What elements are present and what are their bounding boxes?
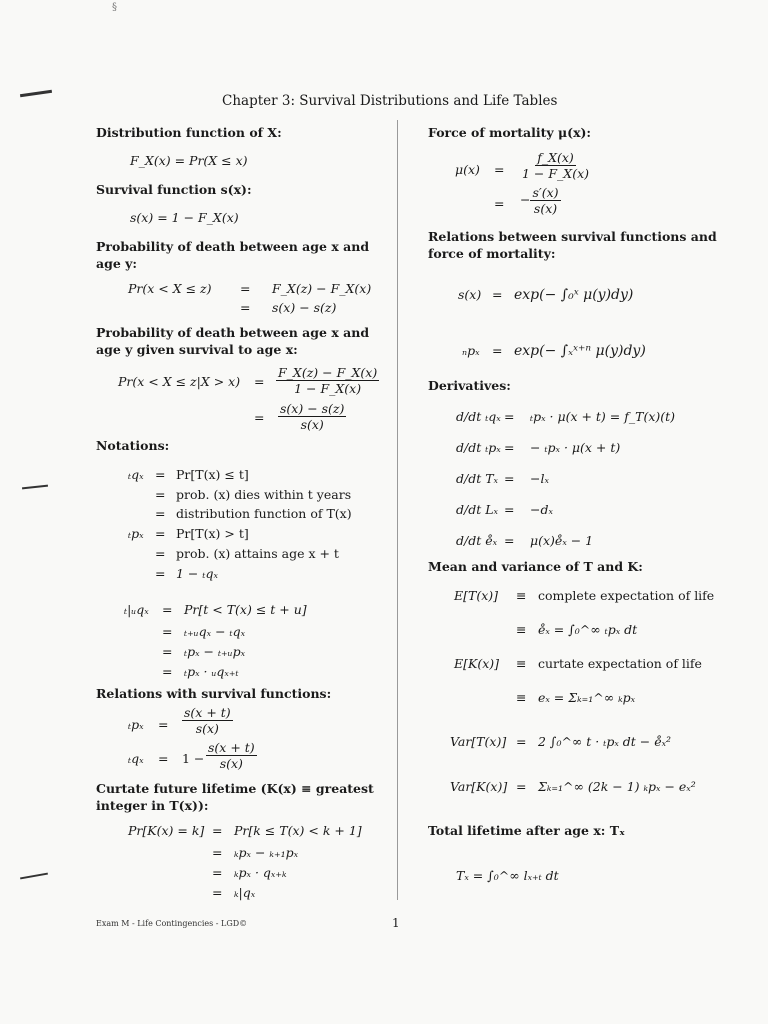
rel-tpx-den: s(x) [195,721,219,736]
force-eq2: = [494,196,505,211]
notation-tqx-eq1: = [155,467,166,482]
notation-tuqx-3: ₜpₓ − ₜ₊ᵤpₓ [184,644,246,659]
d2-eq: = [504,440,515,455]
d3-eq: = [504,471,515,486]
mv5-eq: = [516,734,527,749]
eq-prob-rel2: = [240,300,251,315]
cond-den2: s(x) [300,417,324,432]
rel-tqx-den: s(x) [219,756,243,771]
rel-tqx-num: s(x + t) [208,740,255,755]
rel-tpx-lhs: ₜpₓ [128,717,144,732]
curtate-1: Pr[k ≤ T(x) < k + 1] [234,823,362,838]
mv5-lhs: Var[T(x)] [450,734,507,749]
curtate-lhs: Pr[K(x) = k] [128,823,205,838]
mv1-rhs: complete expectation of life [538,588,715,603]
d1-eq: = [504,409,515,424]
eq-prob-rhs1: F_X(z) − F_X(x) [272,281,372,296]
heading-survival: Survival function s(x): [96,182,252,197]
notation-tqx: ₜqₓ [128,467,144,482]
notation-tuqx-eq4: = [162,664,173,679]
eq-prob-lhs: Pr(x < X ≤ z) [128,281,212,296]
rf1-lhs: s(x) [458,287,482,302]
curtate-3: ₖpₓ · qₓ₊ₖ [234,865,287,880]
rf1-rhs: exp(− ∫₀ˣ μ(y)dy) [514,287,634,303]
cond-den1: 1 − F_X(x) [294,381,362,396]
rel-tqx-eq: = [158,751,169,766]
d5-rhs: μ(x)e̊ₓ − 1 [530,533,594,548]
notation-tuqx-eq3: = [162,644,173,659]
eq-cond-rel1: = [254,374,265,389]
notation-tpx-eq2: = [155,546,166,561]
mv6-lhs: Var[K(x)] [450,779,508,794]
scan-mark-mid [22,485,48,490]
force-num2: s′(x) [532,185,559,200]
force-frac1 [520,150,591,181]
scan-mark-top [20,90,52,97]
heading-prob-given: Probability of death between age x and age y given survival to age x: [96,325,370,357]
curtate-eq1: = [212,823,223,838]
d5-lhs: d/dt e̊ₓ [456,533,498,548]
eq-cond-frac1 [276,365,379,396]
d4-eq: = [504,502,515,517]
total-eq: Tₓ = ∫₀^∞ lₓ₊ₜ dt [456,868,559,883]
notation-tuqx: ₜ|ᵤqₓ [124,602,149,617]
eq-cond-lhs: Pr(x < X ≤ z|X > x) [118,374,241,389]
top-mark: § [112,2,117,13]
heading-derivatives: Derivatives: [428,378,511,393]
curtate-4: ₖ|qₓ [234,885,256,900]
notation-tuqx-1: Pr[t < T(x) ≤ t + u] [184,602,307,617]
eq-prob-rhs2: s(x) − s(z) [272,300,337,315]
rf2-lhs: ₙpₓ [462,343,480,358]
footer-left: Exam M - Life Contingencies - LGD© [96,919,248,928]
d4-rhs: −dₓ [530,502,553,517]
curtate-eq4: = [212,885,223,900]
mv5-rhs: 2 ∫₀^∞ t · ₜpₓ dt − e̊ₓ² [538,734,672,749]
force-den1: 1 − F_X(x) [522,166,589,181]
heading-mean-var: Mean and variance of T and K: [428,559,643,574]
heading-prob-death: Probability of death between age x and age y: [96,239,370,271]
force-lhs: μ(x) [455,162,480,177]
notation-tpx-eq3: = [155,566,166,581]
force-num1: f_X(x) [537,150,574,165]
eq-distribution: F_X(x) = Pr(X ≤ x) [130,153,248,168]
eq-survival: s(x) = 1 − F_X(x) [130,210,239,225]
notation-tqx-eq2: = [155,487,166,502]
mv4-rhs: eₓ = Σₖ₌₁^∞ ₖpₓ [538,690,636,705]
eq-cond-rel2: = [254,410,265,425]
mv6-eq: = [516,779,527,794]
force-den2: s(x) [533,201,558,216]
mv1-lhs: E[T(x)] [454,588,499,603]
d2-rhs: − ₜpₓ · μ(x + t) [530,440,621,455]
mv3-eq: ≡ [516,656,527,671]
rf2-eq: = [492,343,503,358]
notation-tpx-2: prob. (x) attains age x + t [176,546,339,561]
notation-tqx-2: prob. (x) dies within t years [176,487,352,502]
rel-tpx-num: s(x + t) [184,705,231,720]
notation-tpx: ₜpₓ [128,526,144,541]
cond-num2: s(x) − s(z) [280,401,345,416]
mv1-eq: ≡ [516,588,527,603]
d3-lhs: d/dt Tₓ [456,471,498,486]
d1-rhs: ₜpₓ · μ(x + t) = f_T(x)(t) [530,409,676,424]
notation-tqx-3: distribution function of T(x) [176,506,352,521]
notation-tpx-1: Pr[T(x) > t] [176,526,249,541]
d4-lhs: d/dt Lₓ [456,502,498,517]
mv3-lhs: E[K(x)] [454,656,500,671]
d2-lhs: d/dt ₜpₓ [456,440,501,455]
column-divider [397,120,398,900]
mv2-rhs: e̊ₓ = ∫₀^∞ ₜpₓ dt [538,622,638,637]
rel-tpx-frac [182,705,233,736]
heading-curtate: Curtate future lifetime (K(x) ≡ greatest integer in T(x)): [96,781,374,813]
rf2-rhs: exp(− ∫ₓˣ⁺ⁿ μ(y)dy) [514,343,646,359]
mv4-eq: ≡ [516,690,527,705]
force-frac2: − $\frac{s'(x)}{s(x)}$ [520,185,559,216]
rel-tqx-lhs: ₜqₓ [128,751,144,766]
heading-distribution: Distribution function of X: [96,125,282,140]
rel-tqx-frac [206,740,257,771]
d3-rhs: −lₓ [530,471,549,486]
heading-notations: Notations: [96,438,170,453]
notation-tuqx-4: ₜpₓ · ᵤqₓ₊ₜ [184,664,239,679]
notation-tqx-1: Pr[T(x) ≤ t] [176,467,249,482]
mv2-eq: ≡ [516,622,527,637]
rel-tpx-eq: = [158,717,169,732]
heading-relations-force: Relations between survival functions and force of mortality: [428,229,717,261]
curtate-2: ₖpₓ − ₖ₊₁pₓ [234,845,299,860]
d5-eq: = [504,533,515,548]
page-number: 1 [392,916,400,930]
mv6-rhs: Σₖ₌₁^∞ (2k − 1) ₖpₓ − eₓ² [538,779,696,794]
eq-prob-rel1: = [240,281,251,296]
notation-tqx-eq3: = [155,506,166,521]
scan-mark-bottom [20,873,48,880]
notation-tuqx-eq2: = [162,624,173,639]
rf1-eq: = [492,287,503,302]
cond-num1: F_X(z) − F_X(x) [278,365,378,380]
eq-cond-frac2 [278,401,346,432]
mv3-rhs: curtate expectation of life [538,656,702,671]
notation-tuqx-eq1: = [162,602,173,617]
rel-tqx-pre: 1 − [182,751,205,766]
d1-lhs: d/dt ₜqₓ [456,409,501,424]
curtate-eq2: = [212,845,223,860]
notation-tpx-eq1: = [155,526,166,541]
notation-tuqx-2: ₜ₊ᵤqₓ − ₜqₓ [184,624,246,639]
force-eq1: = [494,162,505,177]
curtate-eq3: = [212,865,223,880]
page-title: Chapter 3: Survival Distributions and Life Tables [222,93,558,109]
heading-relations: Relations with survival functions: [96,686,332,701]
heading-force: Force of mortality μ(x): [428,125,592,140]
notation-tpx-3: 1 − ₜqₓ [176,566,218,581]
heading-total: Total lifetime after age x: Tₓ [428,823,626,838]
